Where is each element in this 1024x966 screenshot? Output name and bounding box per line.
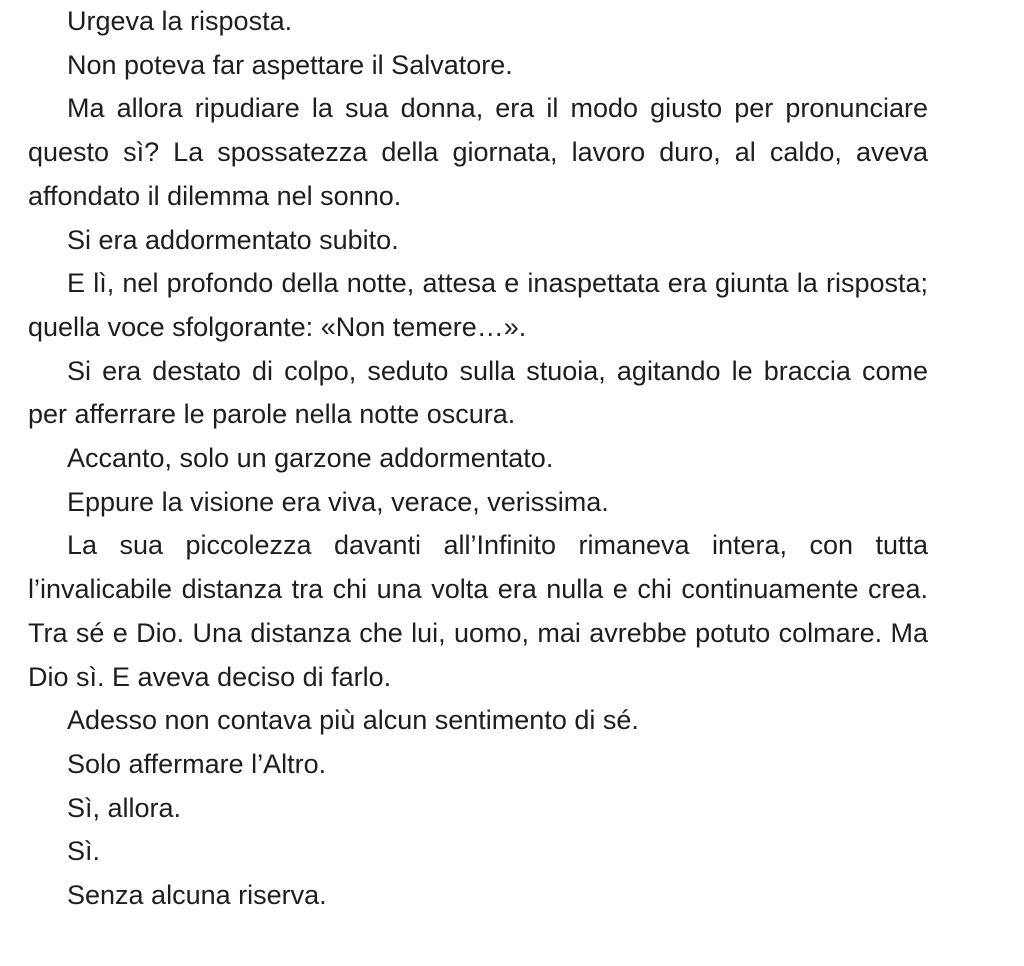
paragraph: Si era addormentato subito.: [67, 224, 399, 255]
document-page: [28, 0, 928, 918]
paragraph: Si era destato di colpo, seduto sulla stuoia, agitando le braccia come per afferrare le parole nella notte oscura.: [28, 355, 928, 430]
paragraph: Sì, allora.: [67, 792, 182, 823]
paragraph: Eppure la visione era viva, verace, verissima.: [67, 486, 609, 517]
paragraph: Solo affermare l’Altro.: [67, 748, 327, 779]
paragraph: E lì, nel profondo della notte, attesa e inaspettata era giunta la risposta; quella voce sfolgorante: «Non temere…».: [28, 268, 928, 342]
paragraph: La sua piccolezza davanti all’Infinito rimaneva intera, con tutta l’invalicabile distanza tra chi una volta era nulla e chi continuamente crea. Tra sé e Dio. Una distanza che lui, uomo, mai avrebbe potuto colmare. Ma Dio sì. E aveva deciso di farlo.: [28, 530, 928, 692]
paragraph: Ma allora ripudiare la sua donna, era il modo giusto per pronunciare questo sì? La spossatezza della giornata, lavoro duro, al caldo, aveva affondato il dilemma nel sonno.: [28, 93, 928, 211]
paragraph: Non poteva far aspettare il Salvatore.: [67, 49, 513, 80]
paragraph: Senza alcuna riserva.: [67, 880, 327, 911]
paragraph: Accanto, solo un garzone addormentato.: [67, 443, 554, 474]
paragraph: Sì.: [67, 836, 101, 867]
paragraph: Adesso non contava più alcun sentimento di sé.: [67, 705, 639, 736]
paragraph: Urgeva la risposta.: [67, 6, 293, 36]
